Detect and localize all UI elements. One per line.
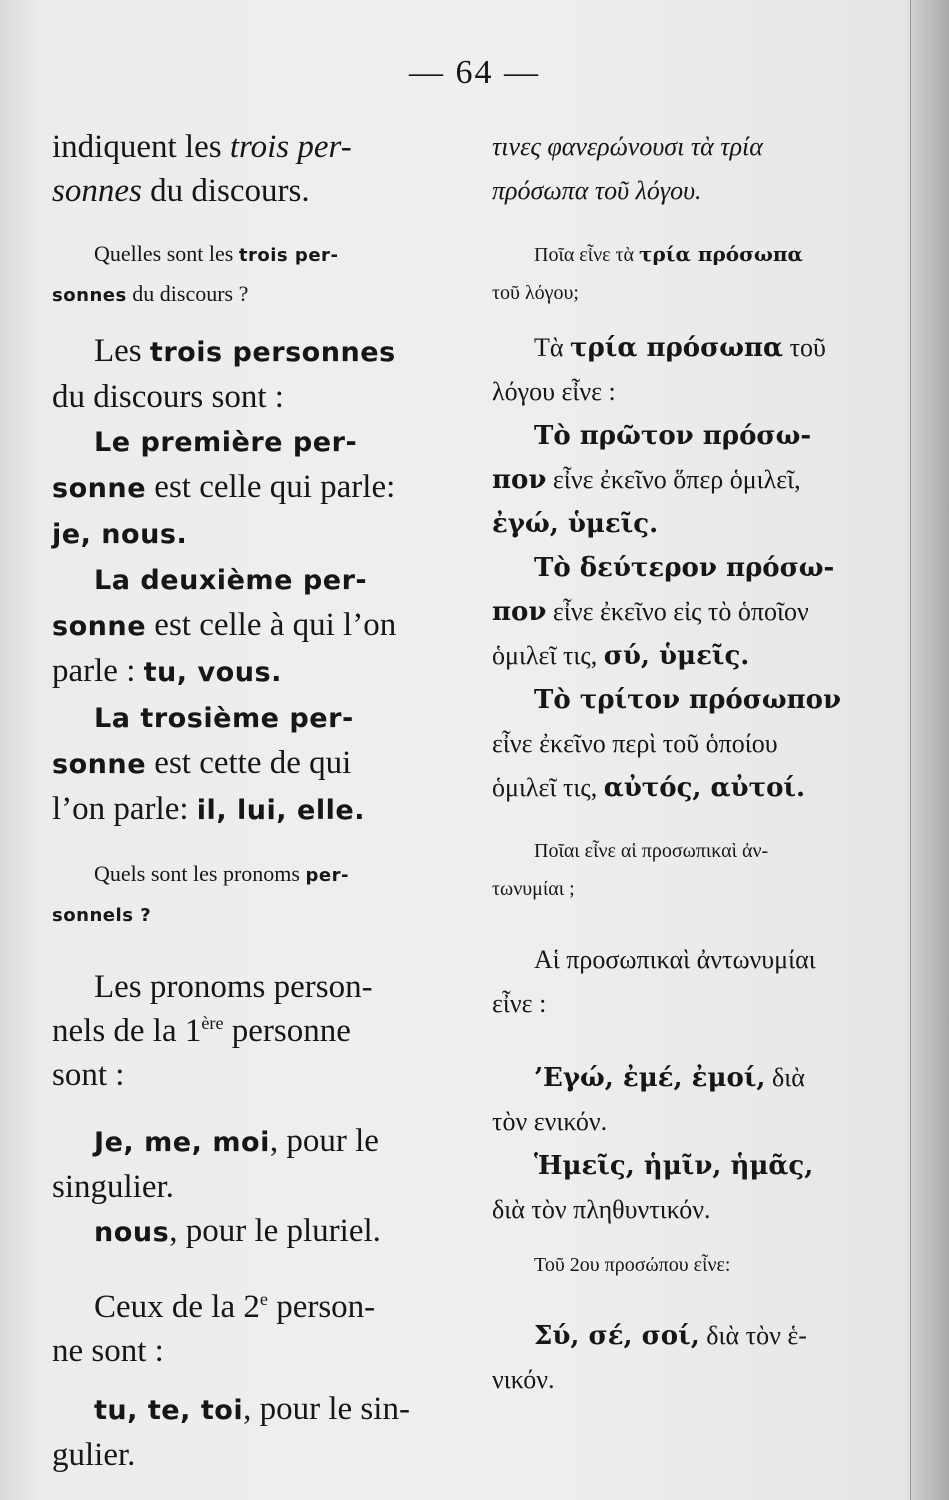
fr-bold: sonne [52, 473, 147, 504]
gr-bold: τρία πρόσωπα [639, 242, 803, 266]
fr-bold: per- [305, 865, 349, 886]
fr-text: singulier. [52, 1169, 174, 1205]
gr-plural-1 [492, 1144, 892, 1232]
fr-text: du discours sont : [52, 379, 284, 415]
gr-answer-2 [492, 938, 892, 1026]
fr-text: , pour le [269, 1123, 379, 1159]
fr-text: est celle qui parle: [146, 469, 396, 505]
fr-plural-1 [52, 1209, 472, 1255]
greek-column [492, 125, 892, 1402]
fr-question-1 [52, 235, 472, 315]
fr-text: gulier. [52, 1437, 136, 1473]
gr-intro [492, 125, 892, 213]
fr-bold: La trosième per- [94, 703, 354, 734]
gr-text: διὰ [765, 1063, 805, 1092]
fr-second-person [52, 557, 472, 695]
gr-bold: Ἡμεῖς, ἡμῖν, ἡμᾶς, [534, 1151, 814, 1181]
gr-text: πρόσωπα τοῦ λόγου. [492, 176, 702, 205]
gr-text: τωνυμίαι ; [492, 878, 575, 900]
fr-bold: il, lui, elle. [196, 795, 366, 826]
gr-text: Ποῖαι εἶνε αἱ προσωπικαὶ ἀν- [534, 840, 769, 862]
gr-singular-2 [492, 1314, 892, 1402]
gr-bold: πον [492, 597, 547, 627]
gr-text: Τὰ [534, 333, 571, 362]
fr-superscript: e [259, 1289, 268, 1309]
gr-bold: Τὸ πρῶτον πρόσω- [534, 421, 812, 451]
french-column [52, 125, 472, 1477]
fr-bold: Le première per- [94, 427, 358, 458]
gr-text: εἶνε ἐκεῖνο περὶ τοῦ ὁποίου [492, 729, 778, 758]
gr-singular-1 [492, 1056, 892, 1144]
fr-text: Ceux de la 2 [94, 1289, 260, 1325]
gr-text: τοῦ [783, 333, 826, 362]
fr-bold: sonne [52, 611, 147, 642]
fr-text: parle : [52, 653, 144, 689]
gr-text: εἶνε ἐκεῖνο εἰς τὸ ὁποῖον [546, 597, 809, 626]
gr-bold: σύ, ὑμεῖς. [603, 641, 750, 671]
gr-text: τοῦ λόγου; [492, 282, 579, 304]
fr-text: Les pronoms person- [94, 969, 373, 1005]
gr-text: ὁμιλεῖ τις, [492, 773, 604, 802]
fr-intro [52, 125, 472, 213]
gr-first-person [492, 414, 892, 546]
gr-question-1 [492, 235, 892, 312]
gr-bold: αὐτός, αὐτοί. [603, 773, 806, 803]
gr-text: εἶνε ἐκεῖνο ὅπερ ὁμιλεῖ, [546, 465, 801, 494]
fr-text: personne [223, 1013, 351, 1049]
fr-bold: nous [94, 1217, 170, 1248]
gr-second-person [492, 546, 892, 678]
gr-question-2 [492, 832, 892, 908]
fr-bold: Je, me, moi [94, 1127, 270, 1158]
gr-text: Αἱ προσωπικαὶ ἀντωνυμίαι [534, 945, 816, 974]
fr-italic: trois per- [229, 129, 352, 165]
fr-text: est celle à qui l’on [146, 607, 397, 643]
gr-bold: πον [492, 465, 547, 495]
fr-superscript: ère [201, 1013, 224, 1033]
fr-text: sont : [52, 1057, 125, 1093]
gr-text: τὸν ενικόν. [492, 1107, 608, 1136]
fr-third-person [52, 695, 472, 833]
fr-text: , pour le sin- [243, 1391, 410, 1427]
gr-text: νικόν. [492, 1365, 555, 1394]
fr-text: nels de la 1 [52, 1013, 202, 1049]
gr-text: διὰ τὸν ἑ- [699, 1321, 807, 1350]
gr-bold: ἐγώ, ὑμεῖς. [492, 509, 659, 539]
fr-text: person- [267, 1289, 376, 1325]
fr-bold: sonnes [52, 285, 127, 306]
fr-text: indiquent les [52, 129, 230, 165]
gr-text: Τοῦ 2ου προσώπου εἶνε: [534, 1254, 731, 1276]
fr-bold: trois per- [238, 245, 339, 266]
fr-bold: trois personnes [149, 337, 396, 368]
gr-text: ὁμιλεῖ τις, [492, 641, 604, 670]
fr-bold: tu, vous. [143, 657, 282, 688]
gr-second-pronouns [492, 1246, 892, 1284]
fr-text: du discours ? [126, 281, 249, 306]
fr-answer-2 [52, 965, 472, 1097]
gr-bold: ’Εγώ, ἐμέ, ἐμοί, [534, 1063, 766, 1093]
page-edge [910, 0, 949, 1500]
fr-text: Quels sont les pronoms [94, 861, 306, 886]
fr-bold: sonnels ? [52, 905, 152, 926]
fr-bold: sonne [52, 749, 147, 780]
fr-italic: sonnes [52, 173, 142, 209]
fr-text: , pour le pluriel. [169, 1213, 381, 1249]
fr-singular-1 [52, 1119, 472, 1209]
gr-text: τινες φανερώνουσι τὰ τρία [492, 132, 763, 161]
gr-bold: Τὸ δεύτερον πρόσω- [534, 553, 835, 583]
gr-bold: Σύ, σέ, σοί, [534, 1321, 700, 1351]
fr-answer-1 [52, 329, 472, 419]
fr-question-2 [52, 855, 472, 935]
gr-bold: τρία πρόσωπα [570, 333, 784, 363]
fr-text: Quelles sont les [94, 241, 239, 266]
gr-bold: Τὸ τρίτον πρόσωπον [534, 685, 842, 715]
fr-bold: tu, te, toi [94, 1395, 244, 1426]
fr-second-pronouns [52, 1285, 472, 1373]
fr-text: du discours. [141, 173, 310, 209]
gr-third-person [492, 678, 892, 810]
fr-text: l’on parle: [52, 791, 197, 827]
fr-singular-2 [52, 1387, 472, 1477]
page-number: — 64 — [409, 54, 540, 91]
fr-bold: je, nous. [52, 519, 188, 550]
fr-bold: La deuxième per- [94, 565, 368, 596]
fr-text: est cette de qui [146, 745, 352, 781]
gr-text: εἶνε : [492, 989, 547, 1018]
fr-text: ne sont : [52, 1333, 164, 1369]
fr-first-person [52, 419, 472, 557]
gr-text: διὰ τὸν πληθυντικόν. [492, 1195, 711, 1224]
fr-text: Les [94, 333, 150, 369]
gr-answer-1 [492, 326, 892, 414]
gr-text: λόγου εἶνε : [492, 377, 616, 406]
gr-text: Ποῖα εἶνε τὰ [534, 244, 640, 266]
